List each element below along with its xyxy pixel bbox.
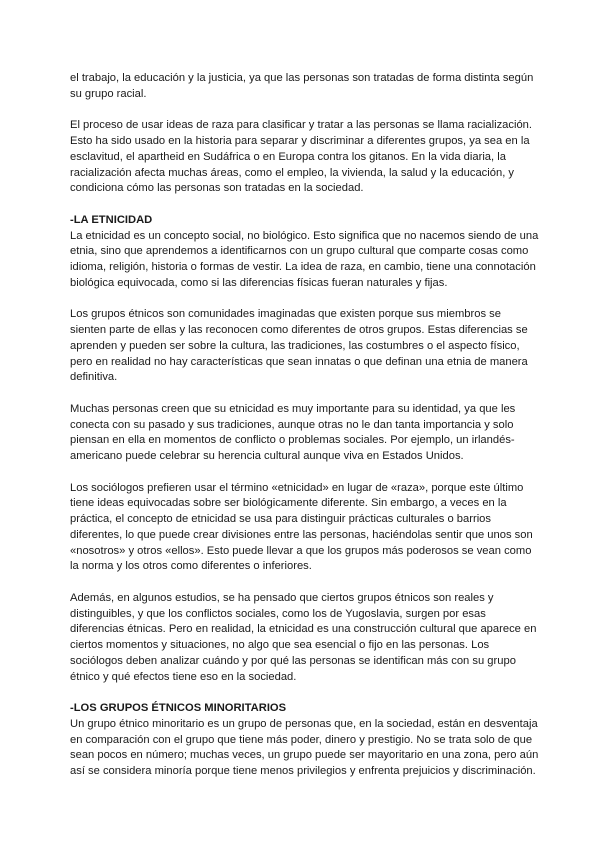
heading-grupos-etnicos-minoritarios: -LOS GRUPOS ÉTNICOS MINORITARIOS: [70, 702, 287, 715]
document-page: [70, 71, 540, 796]
heading-la-etnicidad: -LA ETNICIDAD: [70, 213, 153, 226]
section-grupos-minoritarios: [70, 701, 540, 780]
paragraph-comunidades-imaginadas: Los grupos étnicos son comunidades imaginadas que existen porque sus miembros se sienten parte de ellas y las reconocen como diferentes de otros grupos. Estas diferencias se aprenden y pueden ser sobre la cultura, las tradiciones, las costumbres o el aspecto físico, pero en realidad no hay características que sean innatas o que definan una etnia de manera definitiva.: [70, 308, 528, 384]
paragraph-yugoslavia: Además, en algunos estudios, se ha pensado que ciertos grupos étnicos son reales y distinguibles, y que los conflictos sociales, como los de Yugoslavia, surgen por esas diferencias étnicas. Pero en realidad, la etnicidad es una construcción cultural que aparece en ciertos momentos y situaciones, no algo que sea esencial o fijo en las personas. Los sociólogos deben analizar cuándo y por qué las personas se identifican más con su grupo étnico y qué efectos tiene eso en la sociedad.: [70, 591, 537, 683]
paragraph-racial-treatment: el trabajo, la educación y la justicia, ya que las personas son tratadas de forma distinta según su grupo racial.: [70, 72, 534, 100]
paragraph-concepto-social: La etnicidad es un concepto social, no biológico. Esto significa que no nacemos siendo de una etnia, sino que aprendemos a identificarnos con un grupo cultural que comparte cosas como idioma, religión, historia o formas de vestir. La idea de raza, en cambio, tiene una connotación biológica equivocada, como si las diferencias físicas fueran naturales y fijas.: [70, 229, 539, 289]
paragraph-sociologos-termino: Los sociólogos prefieren usar el término «etnicidad» en lugar de «raza», porque este último tiene ideas equivocadas sobre ser biológicamente diferente. Sin embargo, a veces en la práctica, el concepto de etnicidad se usa para distinguir prácticas culturales o barrios diferentes, lo que puede crear divisiones entre las personas, haciéndolas sentir que unos son «nosotros» y otros «ellos». Esto puede llevar a que los grupos más poderosos se vean como la norma y los otros como diferentes o inferiores.: [70, 481, 533, 573]
section-etnicidad: [70, 213, 540, 292]
paragraph-racializacion: El proceso de usar ideas de raza para clasificar y tratar a las personas se llama racialización. Esto ha sido usado en la historia para separar y discriminar a diferentes grupos, ya sea en la esclavitud, el apartheid en Sudáfrica o en Europa contra los gitanos. En la vida diaria, la racialización afecta muchas áreas, como el empleo, la vivienda, la salud y la educación, y condiciona cómo las personas son tratadas en la sociedad.: [70, 119, 533, 195]
paragraph-grupo-minoritario: Un grupo étnico minoritario es un grupo de personas que, en la sociedad, están en desventaja en comparación con el grupo que tiene más poder, dinero y prestigio. No se trata solo de que sean pocos en número; muchas veces, un grupo puede ser mayoritario en una zona, pero aún así se considera minoría porque tiene menos privilegios y enfrenta prejuicios y discriminación.: [70, 717, 539, 778]
paragraph-identidad: Muchas personas creen que su etnicidad es muy importante para su identidad, ya que les conecta con su pasado y sus tradiciones, aunque otras no le dan tanta importancia y solo piensan en ella en momentos de conflicto o problemas sociales. Por ejemplo, un irlandés-americano puede celebrar su herencia cultural aunque viva en Estados Unidos.: [70, 402, 516, 463]
